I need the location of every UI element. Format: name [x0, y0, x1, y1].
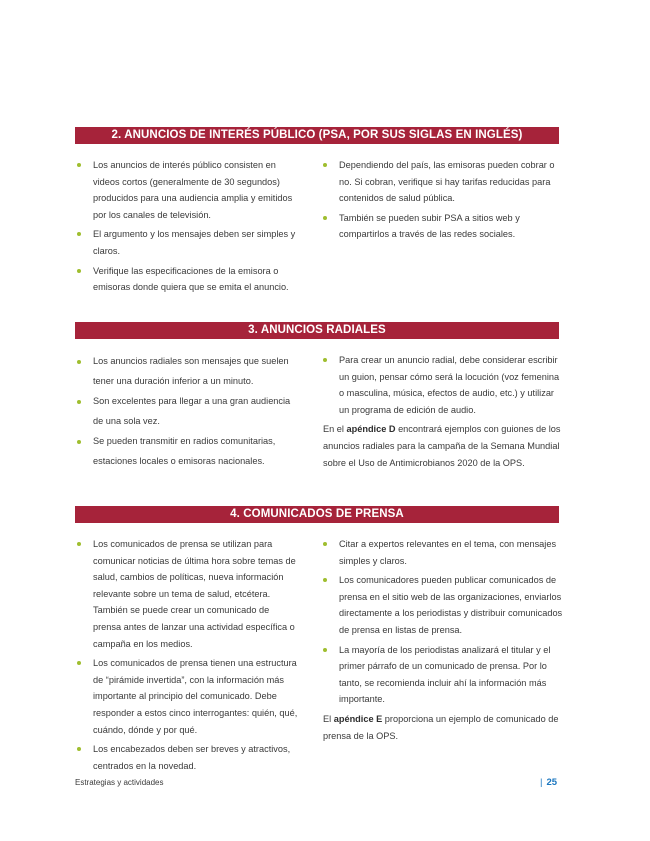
bullet-icon [77, 269, 81, 273]
section-title-radio: 3. ANUNCIOS RADIALES [75, 322, 559, 339]
press-left-column [77, 536, 299, 777]
appendix-link-text: apéndice E [333, 713, 383, 724]
list-item: Citar a expertos relevantes en el tema, con mensajes simples y claros. [323, 536, 563, 569]
bullet-icon [77, 232, 81, 236]
page-number [540, 777, 557, 788]
bullet-icon [323, 648, 327, 652]
psa-left-column [77, 157, 299, 299]
footer-section-label: Estrategias y actividades [75, 778, 164, 787]
press-right-column [323, 536, 563, 744]
footer-separator: | [540, 777, 543, 788]
bullet-icon [323, 163, 327, 167]
bullet-icon [77, 360, 81, 364]
list-item: Son excelentes para llegar a una gran audiencia de una sola vez. [77, 392, 299, 431]
bullet-icon [77, 163, 81, 167]
list-item: Los comunicadores pueden publicar comunicados de prensa en el sitio web de las organizaciones, enviarlos directamente a los periodistas y distribuir comunicados de prensa en listas de prensa. [323, 572, 563, 638]
appendix-note: En el apéndice D encontrará ejemplos con guiones de los anuncios radiales para la campaña de la Semana Mundial sobre el Uso de Antimicrobianos 2020 de la OPS. [323, 424, 561, 468]
psa-right-column [323, 157, 563, 246]
section-title-press: 4. COMUNICADOS DE PRENSA [75, 506, 559, 523]
list-item: Verifique las especificaciones de la emisora o emisoras donde quiera que se emita el anuncio. [77, 263, 299, 296]
bullet-icon [323, 358, 327, 362]
bullet-icon [77, 440, 81, 444]
list-item: Se pueden transmitir en radios comunitarias, estaciones locales o emisoras nacionales. [77, 432, 299, 471]
bullet-icon [77, 747, 81, 751]
appendix-note: El apéndice E proporciona un ejemplo de comunicado de prensa de la OPS. [323, 713, 559, 741]
list-item: Los comunicados de prensa tienen una estructura de “pirámide invertida”, con la información más importante al principio del comunicado. Debe responder a estos cinco interrogantes: quién, qué, cuándo, dónde y por qué. [77, 655, 299, 738]
bullet-icon [323, 578, 327, 582]
section-title-psa: 2. ANUNCIOS DE INTERÉS PÚBLICO (PSA, POR SUS SIGLAS EN INGLÉS) [75, 127, 559, 144]
list-item: Para crear un anuncio radial, debe considerar escribir un guion, pensar cómo será la locución (voz femenina o masculina, música, efectos de audio, etc.) y utilizar un programa de edición de audio. [323, 352, 563, 418]
list-item: Los anuncios radiales son mensajes que suelen tener una duración inferior a un minuto. [77, 352, 299, 391]
list-item: También se pueden subir PSA a sitios web y compartirlos a través de las redes sociales. [323, 210, 563, 243]
radio-left-column [77, 352, 299, 472]
list-item: Los comunicados de prensa se utilizan para comunicar noticias de última hora sobre temas de salud, cambios de políticas, nueva información relevante sobre un tema de salud, etcétera. También se puede crear un comunicado de prensa antes de lanzar una actividad específica o campaña en los medios. [77, 536, 299, 652]
appendix-link-text: apéndice D [346, 424, 396, 435]
list-item: Los encabezados deben ser breves y atractivos, centrados en la novedad. [77, 741, 299, 774]
bullet-icon [323, 542, 327, 546]
list-item: Los anuncios de interés público consisten en videos cortos (generalmente de 30 segundos) producidos para una audiencia amplia y emitidos por los canales de televisión. [77, 157, 299, 223]
radio-right-column [323, 352, 563, 471]
bullet-icon [77, 400, 81, 404]
list-item: La mayoría de los periodistas analizará el titular y el primer párrafo de un comunicado de prensa. Por lo tanto, se recomienda incluir ahí la información más importante. [323, 642, 563, 708]
bullet-icon [77, 661, 81, 665]
list-item: El argumento y los mensajes deben ser simples y claros. [77, 226, 299, 259]
bullet-icon [323, 216, 327, 220]
page-number-value: 25 [546, 777, 558, 788]
bullet-icon [77, 542, 81, 546]
list-item: Dependiendo del país, las emisoras pueden cobrar o no. Si cobran, verifique si hay tarifas reducidas para contenidos de salud pública. [323, 157, 563, 207]
